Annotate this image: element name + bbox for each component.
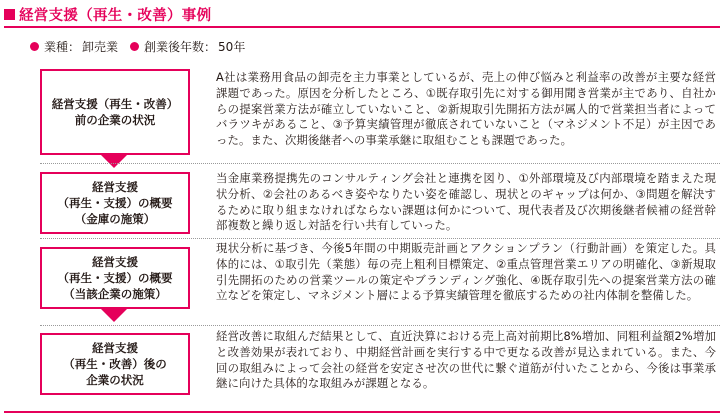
title-rule <box>4 26 720 28</box>
section-label-after <box>40 333 190 395</box>
page-title <box>4 3 211 25</box>
industry-label: 業種： <box>44 39 81 54</box>
section-label-line: 経営支援 <box>92 180 138 194</box>
section-label-line: 前の企業の状況 <box>74 113 156 127</box>
section-label-line: 経営支援（再生・改善） <box>51 97 179 111</box>
company-meta <box>30 37 257 55</box>
title-square-icon <box>4 9 15 20</box>
section-label-line: 経営支援 <box>92 255 138 269</box>
section-divider <box>40 238 720 239</box>
years-item <box>130 38 245 55</box>
down-arrow-icon <box>101 155 127 168</box>
section-text-before: A社は業務用食品の卸売を主力事業としているが、売上の伸び悩みと利益率の改善が主要な経営課題であった。原因を分析したところ、①既存取引先に対する御用聞き営業が主であり、自社からの提案営業方法が確立していないこと、②新規取引先開拓方法が属人的で営業担当者によってバラツキがあること、③予算実績管理が徹底されていないこと（マネジメント不足）が主因であった。また、次期後継者への事業承継に取組むことも課題であった。 <box>216 70 716 148</box>
section-text-support-overview: 当金庫業務提携先のコンサルティング会社と連携を図り、①外部環境及び内部環境を踏まえた現状分析、②会社のあるべき姿やなりたい姿を確認し、現状とのギャップは何か、③問題を解決するために取り組まなければならない課題は何かについて、現代表者及び次期後継者候補の経営幹部複数と繰り返し対話を行い共有していった。 <box>216 171 716 233</box>
years-value: 50年 <box>218 39 246 54</box>
page-title-text: 経営支援（再生・改善）事例 <box>19 7 212 24</box>
section-label-line: （当該企業の施策） <box>63 287 167 301</box>
section-label-line: （再生・支援）の概要 <box>57 196 173 210</box>
down-arrow-icon <box>101 309 127 322</box>
section-divider <box>40 163 720 164</box>
years-label: 創業後年数： <box>144 39 217 54</box>
section-label-line: 経営支援 <box>92 341 138 355</box>
section-label-before <box>40 69 190 155</box>
industry-item <box>30 38 118 55</box>
section-label-company-measures <box>40 247 190 309</box>
section-label-line: 企業の状況 <box>86 373 144 387</box>
section-label-line: （再生・支援）の概要 <box>57 271 173 285</box>
section-label-support-overview <box>40 172 190 234</box>
section-text-company-measures: 現状分析に基づき、今後5年間の中期販売計画とアクションプラン（行動計画）を策定した。具体的には、①取引先（業態）毎の売上粗利目標策定、②重点管理営業エリアの明確化、③新規取引先開拓のための営業ツールの策定やブランディング強化、④既存取引先への提案営業方法の確立などを策定し、マネジメント層による予算実績管理を徹底するための社内体制を整備した。 <box>216 241 716 303</box>
bullet-dot-icon <box>30 42 39 51</box>
section-label-line: （金庫の施策） <box>74 212 156 226</box>
section-text-after: 経営改善に取組んだ結果として、直近決算における売上高対前期比8%増加、同粗利益額2%増加と改善効果が表れており、中期経営計画を実行する中で更なる改善が見込まれている。また、今回の取組みによって会社の経営を安定させ次の世代に繋ぐ道筋が付いたことから、今後は事業承継に向けた具体的な取組みが課題となる。 <box>216 329 716 391</box>
bottom-rule <box>4 411 720 413</box>
section-label-line: （再生・改善）後の <box>63 357 167 371</box>
section-divider <box>40 325 720 326</box>
industry-value: 卸売業 <box>82 39 119 54</box>
bullet-dot-icon <box>130 42 139 51</box>
